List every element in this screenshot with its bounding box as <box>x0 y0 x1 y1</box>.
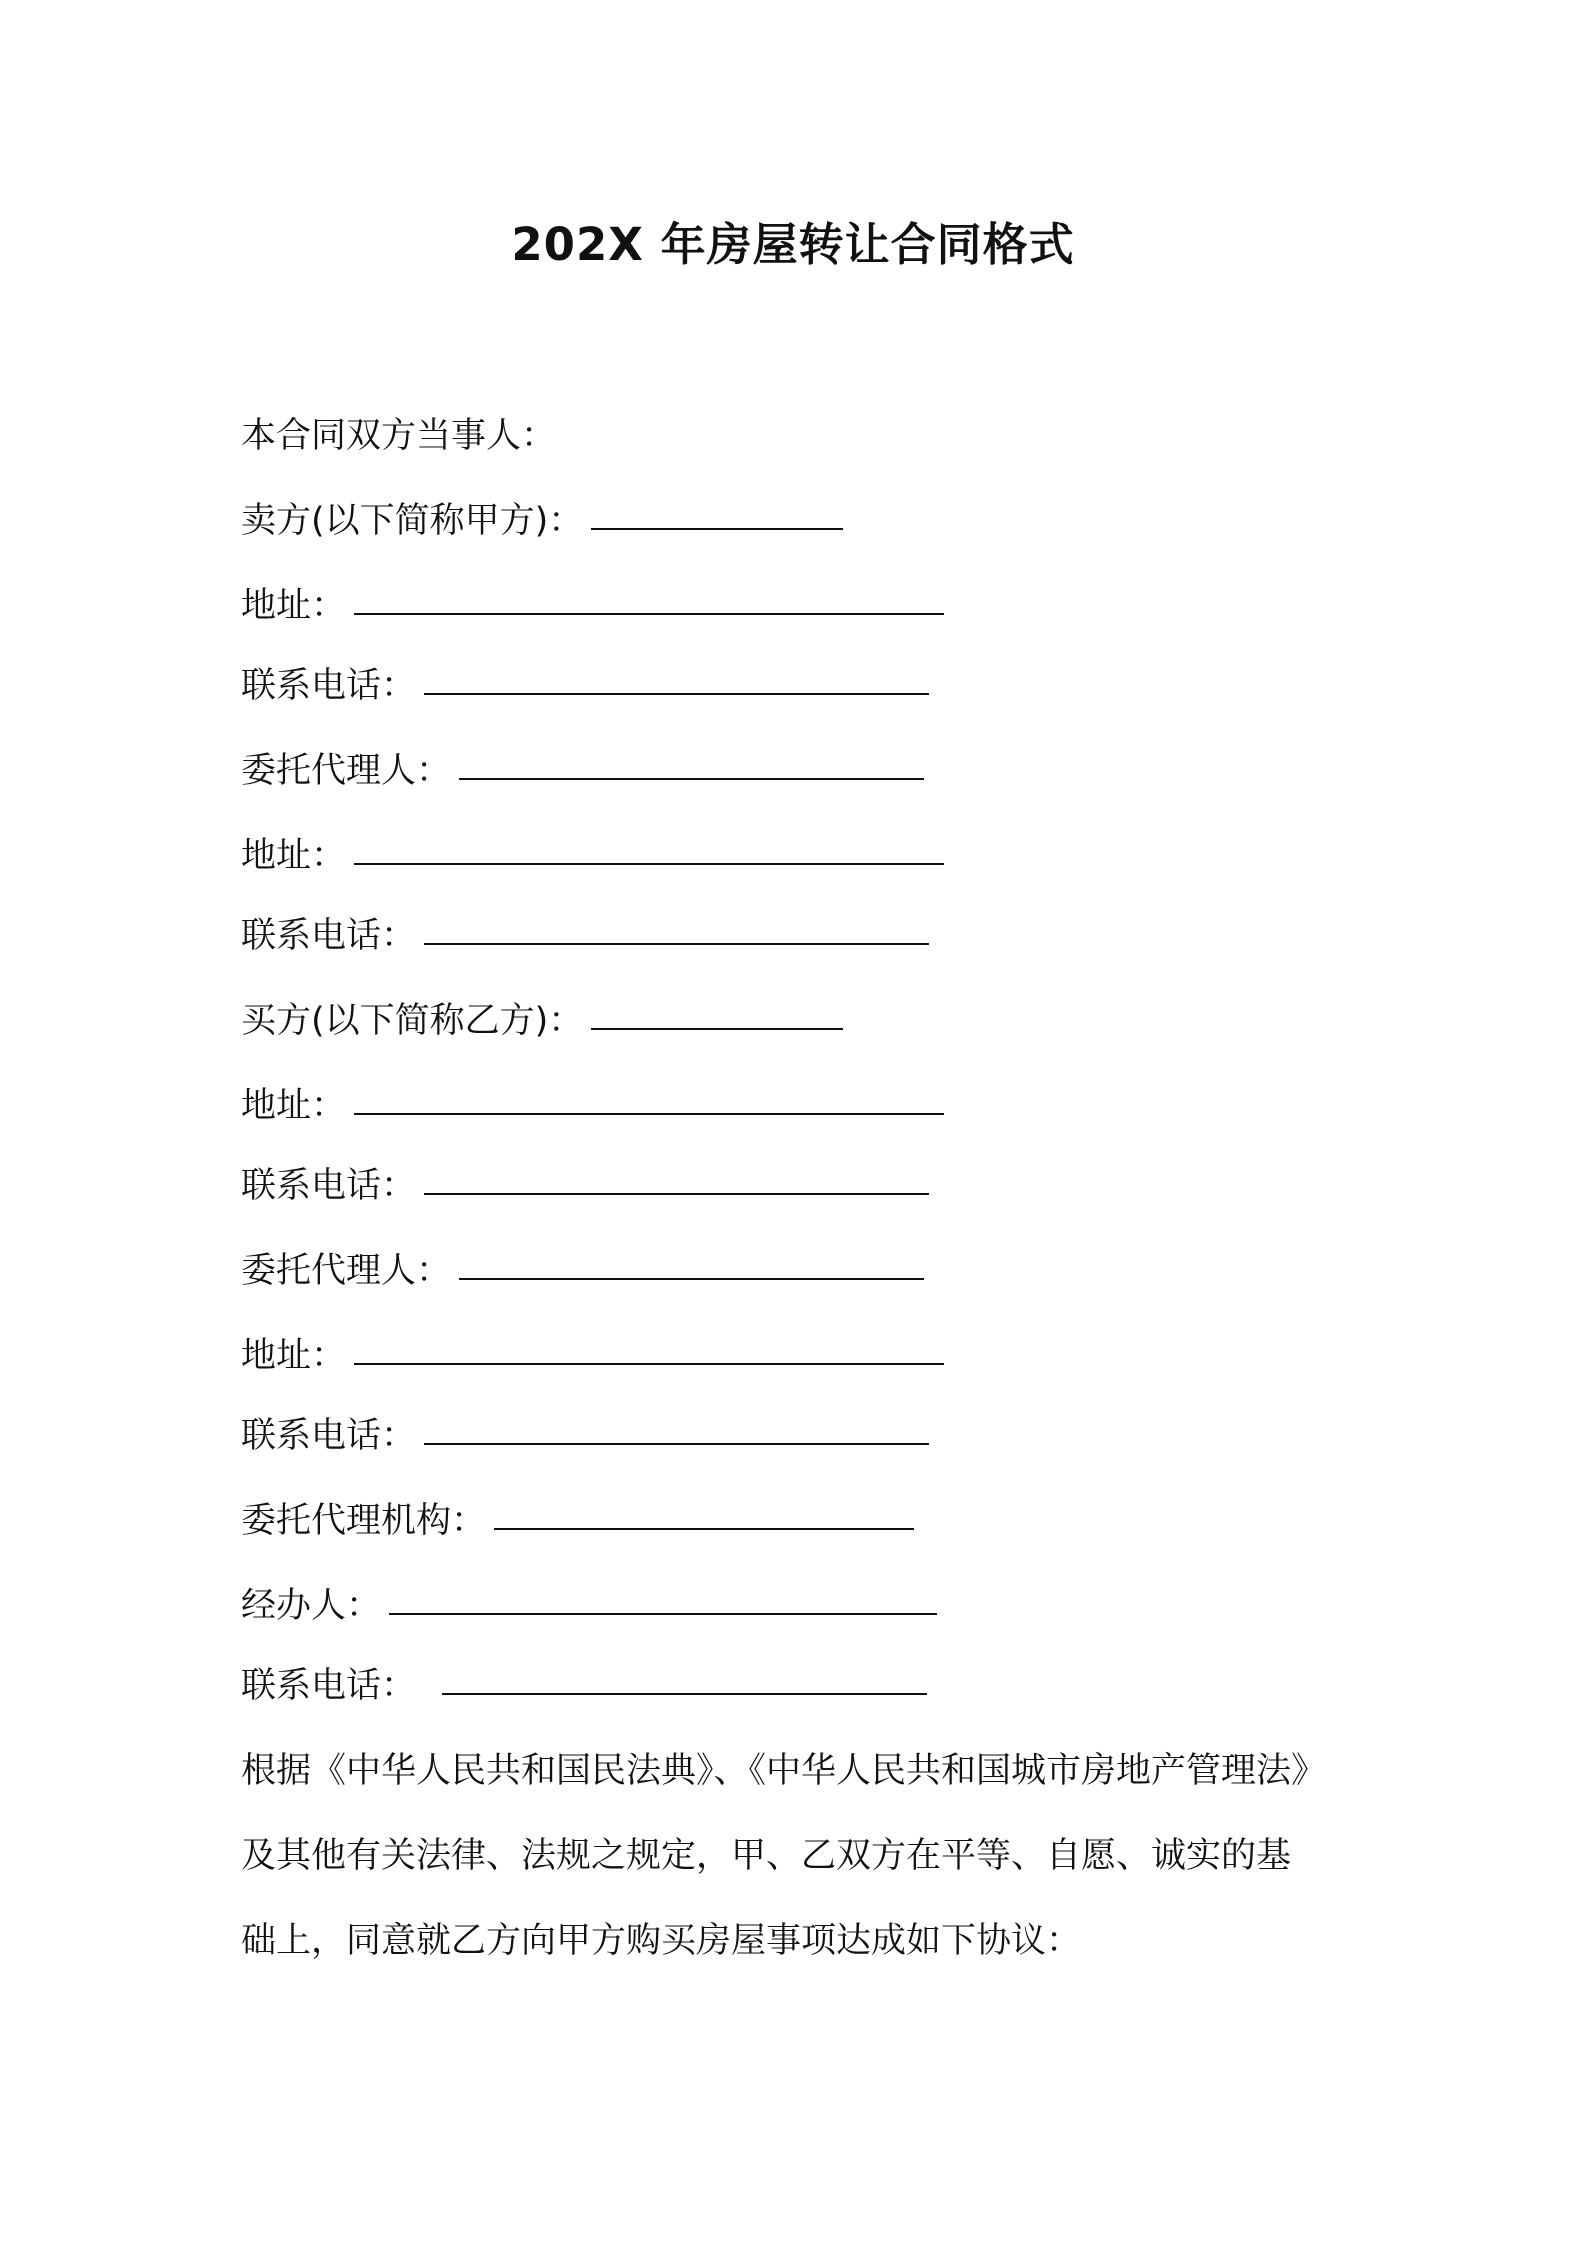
fill-in-blank <box>354 1363 944 1365</box>
fill-in-blank <box>494 1528 914 1530</box>
fill-in-blank <box>591 528 843 530</box>
field-handler <box>241 1585 1371 1627</box>
field-label: 地址： <box>241 586 347 626</box>
field-buyer-agent-phone <box>241 1415 1371 1457</box>
field-label: 卖方(以下简称甲方)： <box>241 501 584 541</box>
field-label: 联系电话： <box>241 916 417 956</box>
field-buyer <box>241 1000 1371 1042</box>
field-agency <box>241 1500 1371 1542</box>
field-label: 地址： <box>241 836 347 876</box>
field-seller-agent-address <box>241 835 1371 877</box>
fill-in-blank <box>354 863 944 865</box>
field-label: 委托代理机构： <box>241 1501 487 1541</box>
field-label: 联系电话： <box>241 1666 417 1706</box>
fill-in-blank <box>424 693 929 695</box>
paragraph-line: 根据《中华人民共和国民法典》、《中华人民共和国城市房地产管理法》 <box>241 1751 1327 1791</box>
field-label: 委托代理人： <box>241 751 452 791</box>
field-label: 联系电话： <box>241 666 417 706</box>
field-label: 联系电话： <box>241 1416 417 1456</box>
field-handler-phone <box>241 1665 1371 1707</box>
field-buyer-agent <box>241 1250 1371 1292</box>
field-label: 委托代理人： <box>241 1251 452 1291</box>
paragraph-line: 础上，同意就乙方向甲方购买房屋事项达成如下协议： <box>241 1921 1082 1961</box>
fill-in-blank <box>424 1193 929 1195</box>
fill-in-blank <box>591 1028 843 1030</box>
field-seller-agent <box>241 750 1371 792</box>
field-label: 经办人： <box>241 1586 382 1626</box>
field-seller-agent-phone <box>241 915 1371 957</box>
fill-in-blank <box>424 943 929 945</box>
fill-in-blank <box>354 613 944 615</box>
field-label: 地址： <box>241 1336 347 1376</box>
fill-in-blank <box>389 1613 937 1615</box>
field-label: 联系电话： <box>241 1166 417 1206</box>
fill-in-blank <box>354 1113 944 1115</box>
fill-in-blank <box>424 1443 929 1445</box>
fill-in-blank <box>459 778 924 780</box>
field-seller <box>241 500 1371 542</box>
field-buyer-agent-address <box>241 1335 1371 1377</box>
field-label: 买方(以下简称乙方)： <box>241 1001 584 1041</box>
field-seller-address <box>241 585 1371 627</box>
parties-intro: 本合同双方当事人： <box>241 416 557 456</box>
field-buyer-phone <box>241 1165 1371 1207</box>
field-seller-phone <box>241 665 1371 707</box>
fill-in-blank <box>459 1278 924 1280</box>
paragraph-line: 及其他有关法律、法规之规定，甲、乙双方在平等、自愿、诚实的基 <box>241 1836 1292 1876</box>
field-label: 地址： <box>241 1086 347 1126</box>
field-buyer-address <box>241 1085 1371 1127</box>
document-title: 202X 年房屋转让合同格式 <box>511 218 1075 271</box>
fill-in-blank <box>442 1693 927 1695</box>
